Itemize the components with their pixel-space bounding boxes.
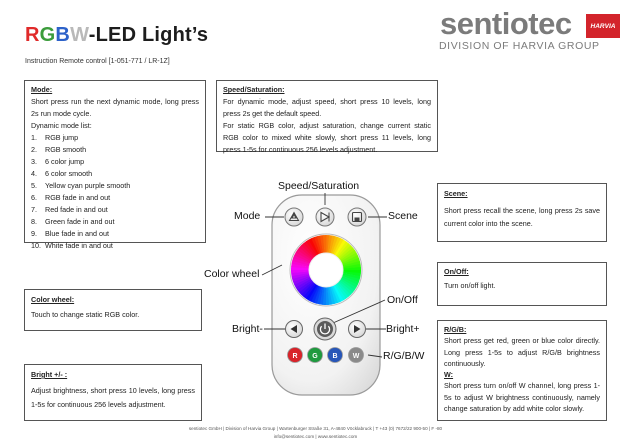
bright-heading: Bright +/- : <box>31 370 68 379</box>
speed-saturation-button[interactable] <box>316 208 334 226</box>
color-wheel-center <box>309 253 343 287</box>
white-button[interactable] <box>349 348 364 363</box>
speed-text-static: For static RGB color, adjust saturation, change current static RGB color to mixed white slowly, short press 11 levels, long press 1-5s for continuous 256 levels adjustment. <box>223 121 431 154</box>
mode-description: Short press run the next dynamic mode, long press 2s run mode cycle. <box>31 97 199 118</box>
green-button-label: G <box>312 353 318 360</box>
label-bright-plus: Bright+ <box>386 323 420 335</box>
bright-plus-button[interactable] <box>349 321 366 338</box>
list-item: 7. Red fade in and out <box>31 205 108 214</box>
speed-box <box>216 80 438 152</box>
mode-box <box>24 80 206 250</box>
harvia-logo: HARVIA <box>586 14 620 38</box>
colorwheel-box <box>24 289 202 331</box>
mode-button[interactable] <box>285 208 303 226</box>
list-item: 8. Green fade in and out <box>31 217 115 226</box>
colorwheel-heading: Color wheel: <box>31 295 75 304</box>
title-letter-r: R <box>25 24 40 46</box>
list-item: 9. Blue fade in and out <box>31 229 109 238</box>
label-scene: Scene <box>388 210 418 222</box>
list-item: 5. Yellow cyan purple smooth <box>31 181 131 190</box>
title-letter-g: G <box>39 24 56 46</box>
mode-list-title: Dynamic mode list: <box>31 121 92 130</box>
label-color-wheel: Color wheel <box>204 268 260 280</box>
brand-logo: sentiotec <box>440 6 572 41</box>
color-wheel[interactable] <box>290 234 362 306</box>
footer-contact: info@sentiotec.com | www.sentiotec.com <box>273 434 358 439</box>
title-letter-w: W <box>70 24 89 46</box>
title-letter-b: B <box>55 24 71 46</box>
bright-box <box>24 364 202 421</box>
onoff-box <box>437 262 607 306</box>
list-item: 2. RGB smooth <box>31 145 87 154</box>
on-off-button[interactable] <box>314 318 336 340</box>
list-item: 10. White fade in and out <box>31 241 113 250</box>
rgbw-text: Short press get red, green or blue color directly. Long press 1-5s to adjust R/G/B brightness continuously. <box>444 336 600 368</box>
list-item: 6. RGB fade in and out <box>31 193 111 202</box>
mode-heading: Mode: <box>31 85 53 94</box>
footer-address: sentiotec GmbH | Division of Harvia Group | Wartenburger Straße 31, A-4840 Vöcklabruck | T +43 (0) 7672/22 900-50 | F -80 <box>188 426 443 431</box>
label-bright-minus: Bright- <box>232 323 263 335</box>
rgbw-box <box>437 320 607 421</box>
onoff-heading: On/Off: <box>444 267 469 276</box>
rgbw-heading: R/G/B: <box>444 325 467 334</box>
scene-text: Short press recall the scene, long press 2s save current color into the scene. <box>444 206 600 228</box>
bright-minus-button[interactable] <box>286 321 303 338</box>
bright-text: Adjust brightness, short press 10 levels, long press 1-5s for continuous 256 levels adjustment. <box>31 386 195 409</box>
list-item: 4. 6 color smooth <box>31 169 93 178</box>
remote-diagram <box>195 175 440 400</box>
w-heading: W: <box>444 370 454 380</box>
onoff-text: Turn on/off light. <box>444 281 496 290</box>
white-button-label: W <box>352 353 360 360</box>
label-on-off: On/Off <box>387 294 418 306</box>
red-button[interactable] <box>288 348 303 363</box>
list-item: 3. 6 color jump <box>31 157 85 166</box>
blue-button[interactable] <box>328 348 343 363</box>
speed-heading: Speed/Saturation: <box>223 85 285 94</box>
document-subtitle: Instruction Remote control [1-051-771 / LR-1Z] <box>25 58 170 65</box>
scene-heading: Scene: <box>444 189 468 198</box>
scene-box <box>437 183 607 242</box>
title-rest: -LED Light’s <box>88 24 209 46</box>
label-rgbw: R/G/B/W <box>383 350 425 362</box>
green-button[interactable] <box>308 348 323 363</box>
label-speed-saturation: Speed/Saturation <box>278 180 360 192</box>
blue-button-label: B <box>332 353 338 360</box>
label-mode: Mode <box>234 210 261 222</box>
scene-button[interactable] <box>348 208 366 226</box>
w-text: Short press turn on/off W channel, long press 1-5s to adjust W brightness continuously, namely change saturation by add white color slowly. <box>444 381 600 414</box>
mode-list <box>31 132 199 252</box>
list-item: 1. RGB jump <box>31 133 79 142</box>
red-button-label: R <box>292 353 298 360</box>
colorwheel-text: Touch to change static RGB color. <box>31 310 140 319</box>
speed-text-dynamic: For dynamic mode, adjust speed, short press 10 levels, long press 2s get the default speed. <box>223 97 431 118</box>
document-title <box>25 24 208 47</box>
brand-division: DIVISION OF HARVIA GROUP <box>439 40 600 52</box>
